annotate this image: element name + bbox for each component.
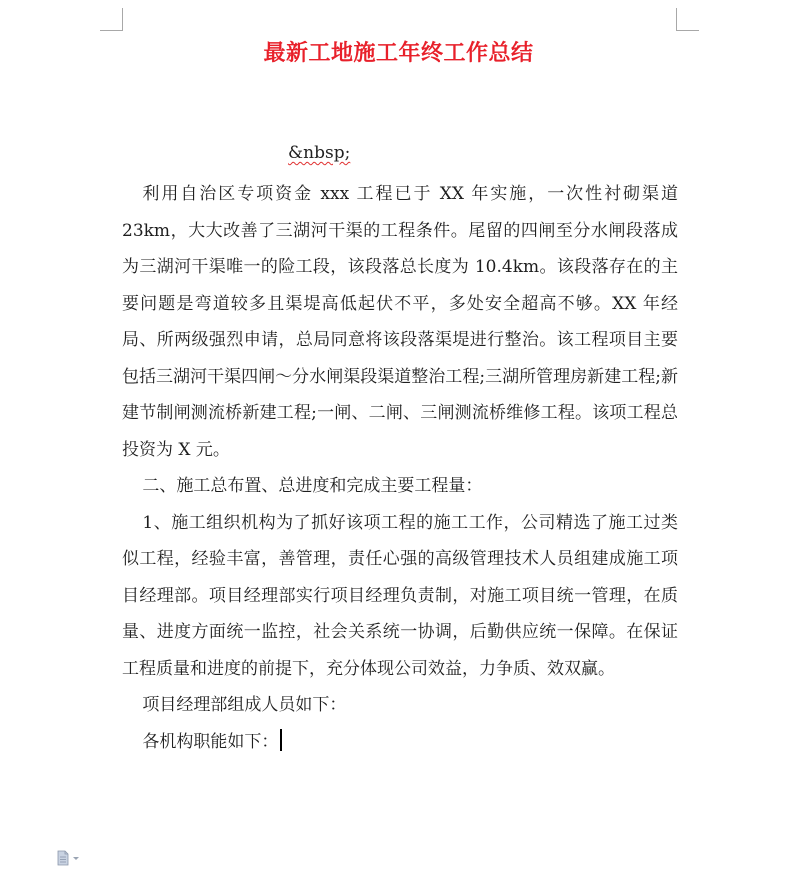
paragraph: 利用自治区专项资金 xxx 工程已于 XX 年实施，一次性衬砌渠道23km，大大改善了三湖河干渠的工程条件。尾留的四闸至分水闸段落成为三湖河干渠唯一的险工段，该段落总长度为 10.4km。该段落存在的主要问题是弯道较多且渠堤高低起伏不平，多处安全超高不够。XX 年经局、所两级强烈申请，总局同意将该段落渠堤进行整治。该工程项目主要包括三湖河干渠四闸～分水闸渠段渠道整治工程;三湖所管理房新建工程;新建节制闸测流桥新建工程;一闸、二闸、三闸测流桥维修工程。该项工程总投资为 X 元。: [122, 184, 678, 460]
crop-mark-top-left: [100, 8, 123, 31]
document-title[interactable]: 最新工地施工年终工作总结: [263, 40, 534, 66]
text-caret: [280, 729, 282, 751]
paragraph-last-text: 各机构职能如下：: [142, 731, 279, 752]
paragraph: 二、施工总布置、总进度和完成主要工程量：: [142, 476, 483, 496]
document-page-icon-svg: [55, 850, 83, 866]
nbsp-text-line[interactable]: [288, 143, 350, 163]
paragraph: 项目经理部组成人员如下：: [142, 695, 347, 715]
document-body[interactable]: [122, 176, 678, 760]
paragraph: 1、施工组织机构为了抓好该项工程的施工工作，公司精选了施工过类似工程，经验丰富，善管理，责任心强的高级管理技术人员组建成施工项目经理部。项目经理部实行项目经理负责制，对施工项目统一管理，在质量、进度方面统一监控，社会关系统一协调，后勤供应统一保障。在保证工程质量和进度的前提下，充分体现公司效益，力争质、效双赢。: [122, 512, 678, 679]
crop-mark-top-right: [676, 8, 699, 31]
document-page-icon[interactable]: [55, 850, 83, 866]
paragraph-last: [122, 724, 678, 761]
nbsp-text: &nbsp;: [288, 143, 351, 163]
